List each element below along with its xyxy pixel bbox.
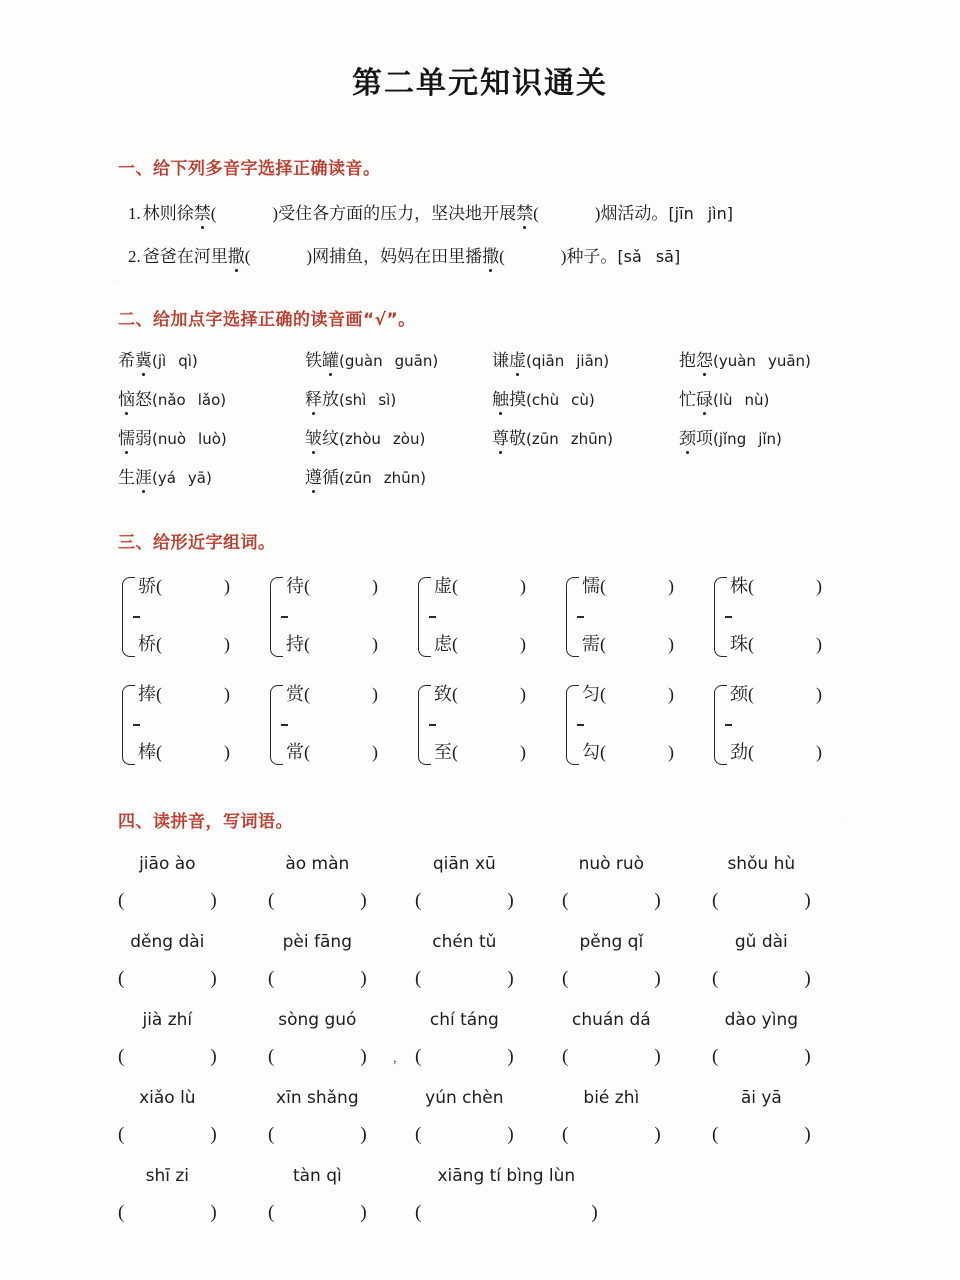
character-entry[interactable]: [730, 635, 822, 653]
pinyin-label: yún chèn: [425, 1088, 504, 1108]
pronunciation-choice-item[interactable]: [679, 430, 866, 447]
answer-blank[interactable]: ( ): [268, 1202, 367, 1223]
dotted-character: 撒: [482, 247, 500, 266]
dotted-character: 怨: [696, 351, 713, 370]
answer-blank[interactable]: ( ): [118, 1124, 217, 1145]
answer-blank[interactable]: ( ): [562, 968, 661, 989]
pinyin-label: xiāng tí bìng lùn: [437, 1166, 576, 1186]
pinyin-options: [sǎ sā]: [617, 247, 681, 266]
brace-bracket-icon: [566, 685, 579, 765]
character: 骄: [138, 576, 156, 596]
character: 持: [286, 634, 304, 654]
pinyin-options[interactable]: (zūn zhūn): [339, 469, 426, 487]
answer-blank[interactable]: ( ): [244, 247, 313, 266]
word-char: 忙: [679, 390, 696, 409]
pinyin-options[interactable]: (qiān jiān): [526, 352, 610, 370]
dotted-character: 触: [492, 390, 509, 409]
answer-blank[interactable]: ( ): [156, 576, 230, 596]
answer-blank[interactable]: ( ): [748, 684, 822, 704]
answer-blank[interactable]: ( ): [712, 1046, 811, 1067]
pinyin-label: chuán dá: [571, 1010, 651, 1030]
pronunciation-choice-item[interactable]: [679, 391, 866, 408]
sentence-text-part: 种子。: [566, 247, 618, 266]
answer-blank[interactable]: ( ): [452, 742, 526, 762]
answer-blank[interactable]: ( ): [304, 576, 378, 596]
brace-bracket-icon: [270, 577, 283, 657]
character: 珠: [730, 634, 748, 654]
pinyin-write-item[interactable]: [712, 1010, 811, 1068]
word-char: 敬: [509, 429, 526, 448]
sentence-text-part: 网捕鱼，妈妈在田里播: [312, 247, 483, 266]
pronunciation-choice-item[interactable]: [679, 352, 866, 369]
answer-blank[interactable]: ( ): [748, 576, 822, 596]
pinyin-write-row: [0, 1010, 960, 1088]
brace-bracket-icon: [418, 685, 431, 765]
pinyin-options[interactable]: (jì qì): [152, 352, 198, 370]
pinyin-label: pěng qǐ: [579, 932, 644, 952]
character-entry[interactable]: [434, 577, 526, 595]
answer-blank[interactable]: ( ): [268, 1124, 367, 1145]
pronunciation-choice-item[interactable]: [305, 352, 492, 369]
character-entry[interactable]: [434, 635, 526, 653]
character-entry[interactable]: [286, 685, 378, 703]
character: 捧: [138, 684, 156, 704]
word-char: 纹: [322, 429, 339, 448]
answer-blank[interactable]: ( ): [118, 968, 217, 989]
character: 虑: [434, 634, 452, 654]
character: 颈: [730, 684, 748, 704]
pinyin-label: jiāo ào: [139, 854, 196, 874]
similar-character-row: [0, 573, 960, 661]
pinyin-options[interactable]: (nuò luò): [152, 430, 227, 448]
answer-blank[interactable]: ( ): [118, 1046, 217, 1067]
answer-blank[interactable]: ( ): [562, 1046, 661, 1067]
sentence-text-part: 烟活动。: [600, 204, 669, 223]
dotted-character: 颈: [679, 429, 696, 448]
pinyin-write-item[interactable]: [118, 854, 217, 912]
answer-blank[interactable]: ( ): [600, 742, 674, 762]
word-char: 希: [118, 351, 135, 370]
character: 赏: [286, 684, 304, 704]
pinyin-write-item[interactable]: [415, 932, 514, 990]
pinyin-write-row: [0, 932, 960, 1010]
dotted-character: 涯: [135, 468, 152, 487]
character-entry[interactable]: [582, 743, 674, 761]
pinyin-label: bié zhì: [583, 1088, 640, 1108]
answer-blank[interactable]: ( ): [268, 1046, 367, 1067]
section-1-heading: 一、给下列多音字选择正确读音。: [118, 159, 381, 179]
pinyin-write-item[interactable]: [415, 854, 514, 912]
dotted-character: 撒: [227, 247, 245, 266]
section-1-list: [0, 205, 960, 265]
pinyin-options: [jīn jìn]: [668, 204, 733, 223]
pinyin-label: shī zi: [145, 1166, 190, 1186]
similar-character-row: [0, 681, 960, 769]
answer-blank[interactable]: ( ): [268, 890, 367, 911]
pronunciation-row: [0, 430, 960, 447]
sentence-text-part: 爸爸在河里: [142, 247, 228, 266]
pinyin-label: chén tǔ: [432, 932, 497, 952]
brace-bracket-icon: [566, 577, 579, 657]
brace-bracket-icon: [714, 685, 727, 765]
answer-blank[interactable]: ( ): [712, 1124, 811, 1145]
section-3-heading: 三、给形近字组词。: [118, 533, 276, 553]
answer-blank[interactable]: ( ): [268, 968, 367, 989]
character-entry[interactable]: [582, 577, 674, 595]
pinyin-label: xiǎo lù: [139, 1088, 196, 1108]
word-char: 生: [118, 468, 135, 487]
pinyin-write-item[interactable]: [268, 1010, 367, 1068]
pinyin-label: tàn qì: [292, 1166, 342, 1186]
word-char: 谦: [492, 351, 509, 370]
pinyin-options[interactable]: (zūn zhūn): [526, 430, 613, 448]
pinyin-write-item[interactable]: [118, 932, 217, 990]
answer-blank[interactable]: ( ): [156, 742, 230, 762]
sentence-text-part: 受住各方面的压力，坚决地开展: [278, 204, 517, 223]
pinyin-write-row: [0, 1088, 960, 1166]
answer-blank[interactable]: ( ): [415, 1124, 514, 1145]
character-pair-group: [566, 573, 714, 661]
section-2-rows: [0, 352, 960, 486]
word-char: 循: [322, 468, 339, 487]
dotted-character: 虚: [509, 351, 526, 370]
brace-bracket-icon: [714, 577, 727, 657]
pinyin-label: āi yā: [740, 1088, 782, 1108]
character: 致: [434, 684, 452, 704]
pinyin-label: pèi fāng: [282, 932, 352, 952]
character-pair-group: [122, 681, 270, 769]
character-entry[interactable]: [138, 743, 230, 761]
word-char: 摸: [509, 390, 526, 409]
character-entry[interactable]: [138, 685, 230, 703]
answer-blank[interactable]: ( ): [748, 634, 822, 654]
character: 懦: [582, 576, 600, 596]
pinyin-write-item[interactable]: [118, 1088, 217, 1146]
pronunciation-choice-item[interactable]: [492, 391, 679, 408]
pinyin-options[interactable]: (jǐng jǐn): [713, 430, 782, 448]
character-entry[interactable]: [582, 685, 674, 703]
character-pair-group: [270, 573, 418, 661]
pinyin-write-row: [0, 854, 960, 932]
answer-blank[interactable]: ( ): [415, 1202, 598, 1223]
pinyin-write-item[interactable]: [712, 932, 811, 990]
pronunciation-choice-item[interactable]: [118, 469, 305, 486]
answer-blank[interactable]: ( ): [600, 634, 674, 654]
character-pair-group: [566, 681, 714, 769]
section-4-rows: [0, 854, 960, 1244]
pinyin-label: shǒu hù: [727, 854, 796, 874]
dotted-character: 禁: [516, 204, 534, 223]
character-entry[interactable]: [730, 743, 822, 761]
answer-blank[interactable]: ( ): [712, 968, 811, 989]
pinyin-write-item[interactable]: [415, 1010, 514, 1068]
pinyin-label: děng dài: [130, 932, 205, 952]
answer-blank[interactable]: ( ): [452, 634, 526, 654]
pinyin-options[interactable]: (nǎo lǎo): [152, 391, 227, 409]
brace-bracket-icon: [122, 577, 135, 657]
character: 待: [286, 576, 304, 596]
sentence-item: [0, 248, 960, 265]
answer-blank[interactable]: ( ): [562, 1124, 661, 1145]
character-pair-group: [270, 681, 418, 769]
pronunciation-row: [0, 352, 960, 369]
pinyin-write-item[interactable]: [562, 932, 661, 990]
pinyin-options[interactable]: (yuàn yuān): [713, 352, 811, 370]
pinyin-label: gǔ dài: [734, 932, 788, 952]
answer-blank[interactable]: ( ): [712, 890, 811, 911]
word-char: 铁: [305, 351, 322, 370]
answer-blank[interactable]: ( ): [415, 1046, 514, 1067]
pinyin-label: nuò ruò: [578, 854, 645, 874]
character-pair-group: [418, 573, 566, 661]
character-pair-group: [714, 573, 862, 661]
character-pair-group: [418, 681, 566, 769]
brace-bracket-icon: [270, 685, 283, 765]
character: 至: [434, 742, 452, 762]
character-entry[interactable]: [138, 635, 230, 653]
pinyin-write-item[interactable]: [118, 1166, 217, 1224]
character-entry[interactable]: [138, 577, 230, 595]
answer-blank[interactable]: ( ): [562, 890, 661, 911]
answer-blank[interactable]: ( ): [415, 968, 514, 989]
pronunciation-row: [0, 469, 960, 486]
pronunciation-choice-item[interactable]: [305, 430, 492, 447]
pronunciation-row: [0, 391, 960, 408]
dotted-character: 释: [305, 390, 322, 409]
pinyin-label: xīn shǎng: [276, 1088, 359, 1108]
pinyin-label: dào yìng: [724, 1010, 799, 1030]
section-4-heading: 四、读拼音，写词语。: [118, 812, 293, 832]
pinyin-write-item[interactable]: [562, 854, 661, 912]
character: 株: [730, 576, 748, 596]
answer-blank[interactable]: ( ): [533, 204, 601, 223]
answer-blank[interactable]: ( ): [304, 634, 378, 654]
pinyin-write-item[interactable]: [712, 1088, 811, 1146]
pinyin-write-item[interactable]: [268, 1088, 367, 1146]
brace-bracket-icon: [122, 685, 135, 765]
character: 桥: [138, 634, 156, 654]
character-entry[interactable]: [434, 743, 526, 761]
pinyin-write-item[interactable]: [415, 1088, 514, 1146]
answer-blank[interactable]: ( ): [156, 684, 230, 704]
answer-blank[interactable]: ( ): [118, 1202, 217, 1223]
pronunciation-choice-item[interactable]: [118, 391, 305, 408]
dotted-character: 碌: [696, 390, 713, 409]
dotted-character: 懦: [118, 429, 135, 448]
pinyin-write-item[interactable]: [562, 1088, 661, 1146]
scan-artifact-comma: ,: [393, 1050, 397, 1066]
section-2-heading: 二、给加点字选择正确的读音画“√”。: [118, 310, 416, 330]
pronunciation-choice-item[interactable]: [118, 352, 305, 369]
pinyin-write-item[interactable]: [268, 932, 367, 990]
word-char: 放: [322, 390, 339, 409]
pronunciation-choice-item[interactable]: [118, 430, 305, 447]
pinyin-options[interactable]: (lù nù): [713, 391, 770, 409]
character: 常: [286, 742, 304, 762]
pinyin-options[interactable]: (shì sì): [339, 391, 397, 409]
pinyin-write-item[interactable]: [415, 1166, 598, 1224]
page-title: 第二单元知识通关: [352, 66, 608, 101]
pinyin-write-row: [0, 1166, 960, 1244]
dotted-character: 皱: [305, 429, 322, 448]
pronunciation-choice-item[interactable]: [492, 430, 679, 447]
pinyin-write-item[interactable]: [712, 854, 811, 912]
answer-blank[interactable]: ( ): [748, 742, 822, 762]
dotted-character: 尊: [492, 429, 509, 448]
pinyin-options[interactable]: (chù cù): [526, 391, 595, 409]
character: 虚: [434, 576, 452, 596]
character-pair-group: [122, 573, 270, 661]
dotted-character: 冀: [135, 351, 152, 370]
character-entry[interactable]: [286, 635, 378, 653]
pinyin-label: ào màn: [285, 854, 350, 874]
item-number: 2.: [128, 247, 141, 266]
character: 匀: [582, 684, 600, 704]
answer-blank[interactable]: ( ): [499, 247, 567, 266]
pinyin-options[interactable]: (zhòu zòu): [339, 430, 426, 448]
character-pair-group: [714, 681, 862, 769]
answer-blank[interactable]: ( ): [415, 890, 514, 911]
character: 勾: [582, 742, 600, 762]
answer-blank[interactable]: ( ): [304, 684, 378, 704]
dotted-character: 禁: [193, 204, 211, 223]
pinyin-write-item[interactable]: [118, 1010, 217, 1068]
pinyin-label: qiān xū: [432, 854, 496, 874]
answer-blank[interactable]: ( ): [156, 634, 230, 654]
pronunciation-choice-item[interactable]: [305, 469, 492, 486]
brace-bracket-icon: [418, 577, 431, 657]
word-char: 弱: [135, 429, 152, 448]
answer-blank[interactable]: ( ): [600, 576, 674, 596]
word-char: 项: [696, 429, 713, 448]
character-entry[interactable]: [582, 635, 674, 653]
answer-blank[interactable]: ( ): [452, 684, 526, 704]
character-entry[interactable]: [286, 577, 378, 595]
pinyin-write-item[interactable]: [268, 1166, 367, 1224]
pinyin-options[interactable]: (yá yā): [152, 469, 212, 487]
answer-blank[interactable]: ( ): [210, 204, 279, 223]
dotted-character: 罐: [322, 351, 339, 370]
character-entry[interactable]: [730, 685, 822, 703]
character: 劲: [730, 742, 748, 762]
sentence-item: [0, 205, 960, 222]
section-3-grid-container: [0, 573, 960, 769]
dotted-character: 遵: [305, 468, 322, 487]
answer-blank[interactable]: ( ): [304, 742, 378, 762]
item-number: 1.: [128, 204, 141, 223]
pinyin-write-item[interactable]: [562, 1010, 661, 1068]
character-entry[interactable]: [730, 577, 822, 595]
pronunciation-choice-item[interactable]: [305, 391, 492, 408]
pinyin-write-item[interactable]: [268, 854, 367, 912]
pinyin-options[interactable]: (guàn guān): [339, 352, 439, 370]
word-char: 怒: [135, 390, 152, 409]
word-char: 抱: [679, 351, 696, 370]
dotted-character: 恼: [118, 390, 135, 409]
character-entry[interactable]: [434, 685, 526, 703]
pinyin-label: sòng guó: [278, 1010, 357, 1030]
answer-blank[interactable]: ( ): [452, 576, 526, 596]
answer-blank[interactable]: ( ): [118, 890, 217, 911]
pronunciation-choice-item[interactable]: [492, 352, 679, 369]
answer-blank[interactable]: ( ): [600, 684, 674, 704]
character: 需: [582, 634, 600, 654]
character-entry[interactable]: [286, 743, 378, 761]
sentence-text-part: 林则徐: [142, 204, 194, 223]
character: 棒: [138, 742, 156, 762]
pinyin-label: jià zhí: [142, 1010, 193, 1030]
pinyin-label: chí táng: [429, 1010, 499, 1030]
